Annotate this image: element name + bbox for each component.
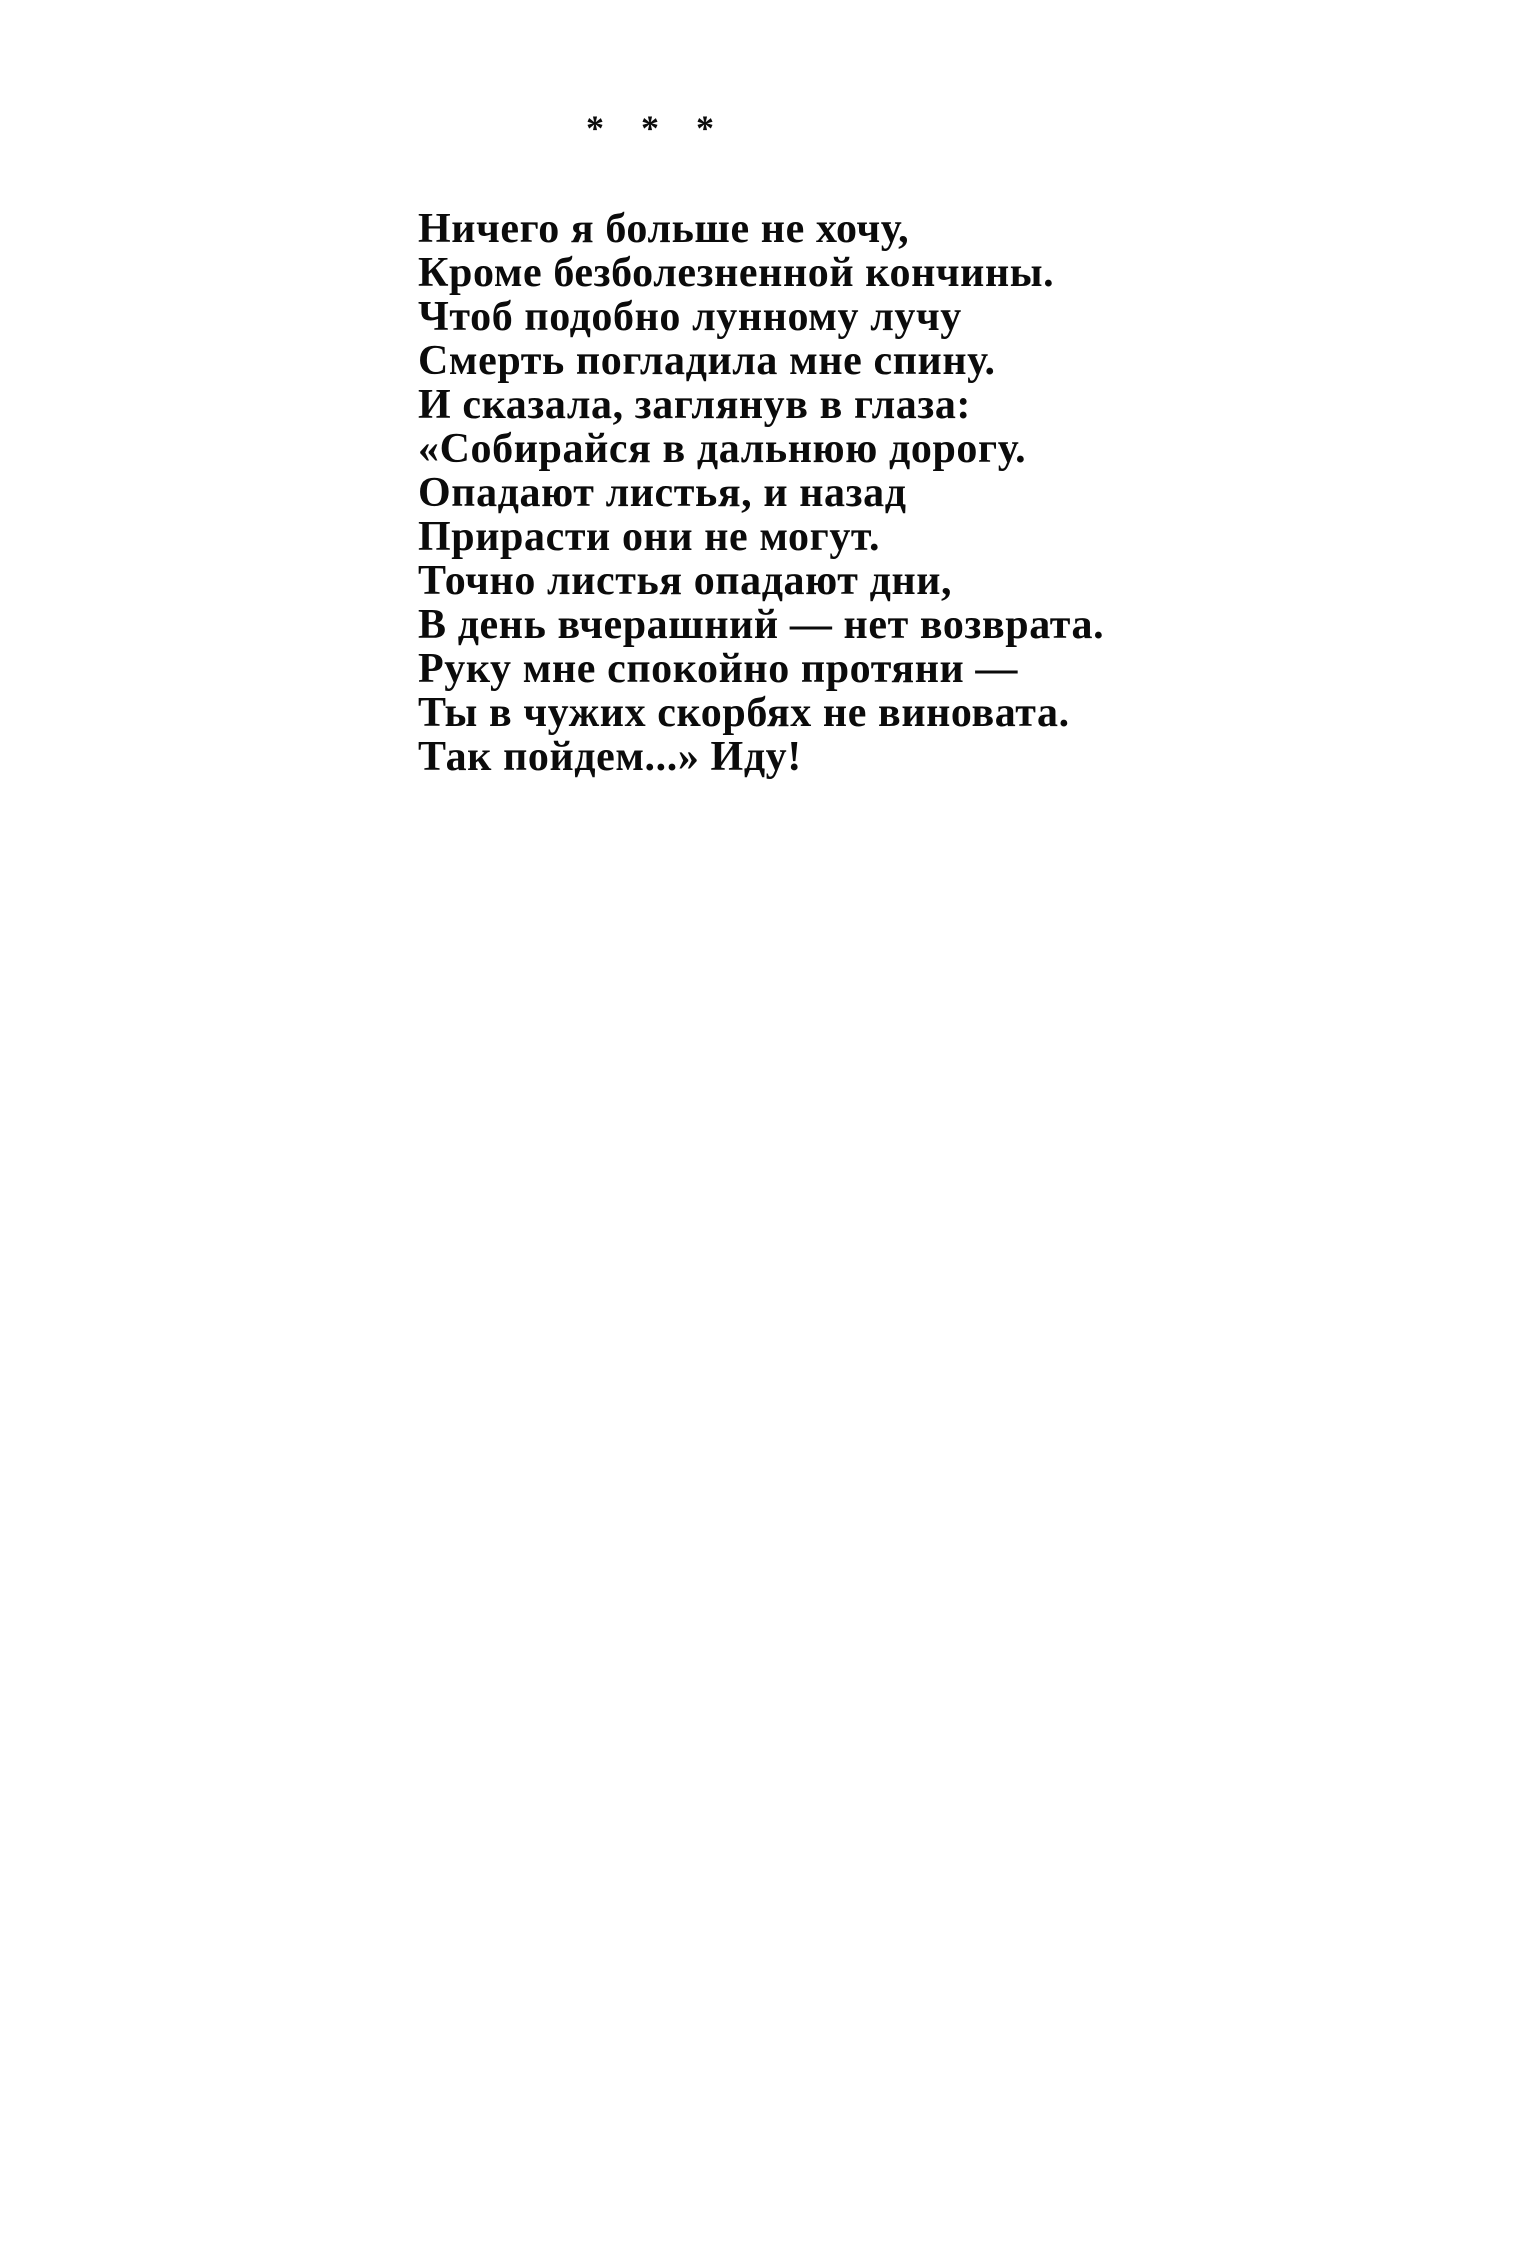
poem-line: Ты в чужих скорбях не виновата. [418,690,1070,736]
poem-line: Смерть погладила мне спину. [418,338,996,384]
poem-line: Точно листья опадают дни, [418,558,953,604]
poem-line: В день вчерашний — нет возврата. [418,602,1105,648]
poem-line: Чтоб подобно лунному лучу [418,294,962,340]
poem-line: Прирасти они не могут. [418,514,881,560]
poem-text [418,207,1418,779]
section-ornament: * * * [586,108,728,148]
poem-line: «Собирайся в дальнюю дорогу. [418,426,1027,472]
poem-line: Кроме безболезненной кончины. [418,250,1055,296]
poem-line: И сказала, заглянув в глаза: [418,382,972,428]
poem-line: Руку мне спокойно протяни — [418,646,1018,692]
poem-line: Так пойдем...» Иду! [418,734,802,780]
poem-line: Ничего я больше не хочу, [418,206,910,252]
poem-line: Опадают листья, и назад [418,470,907,516]
